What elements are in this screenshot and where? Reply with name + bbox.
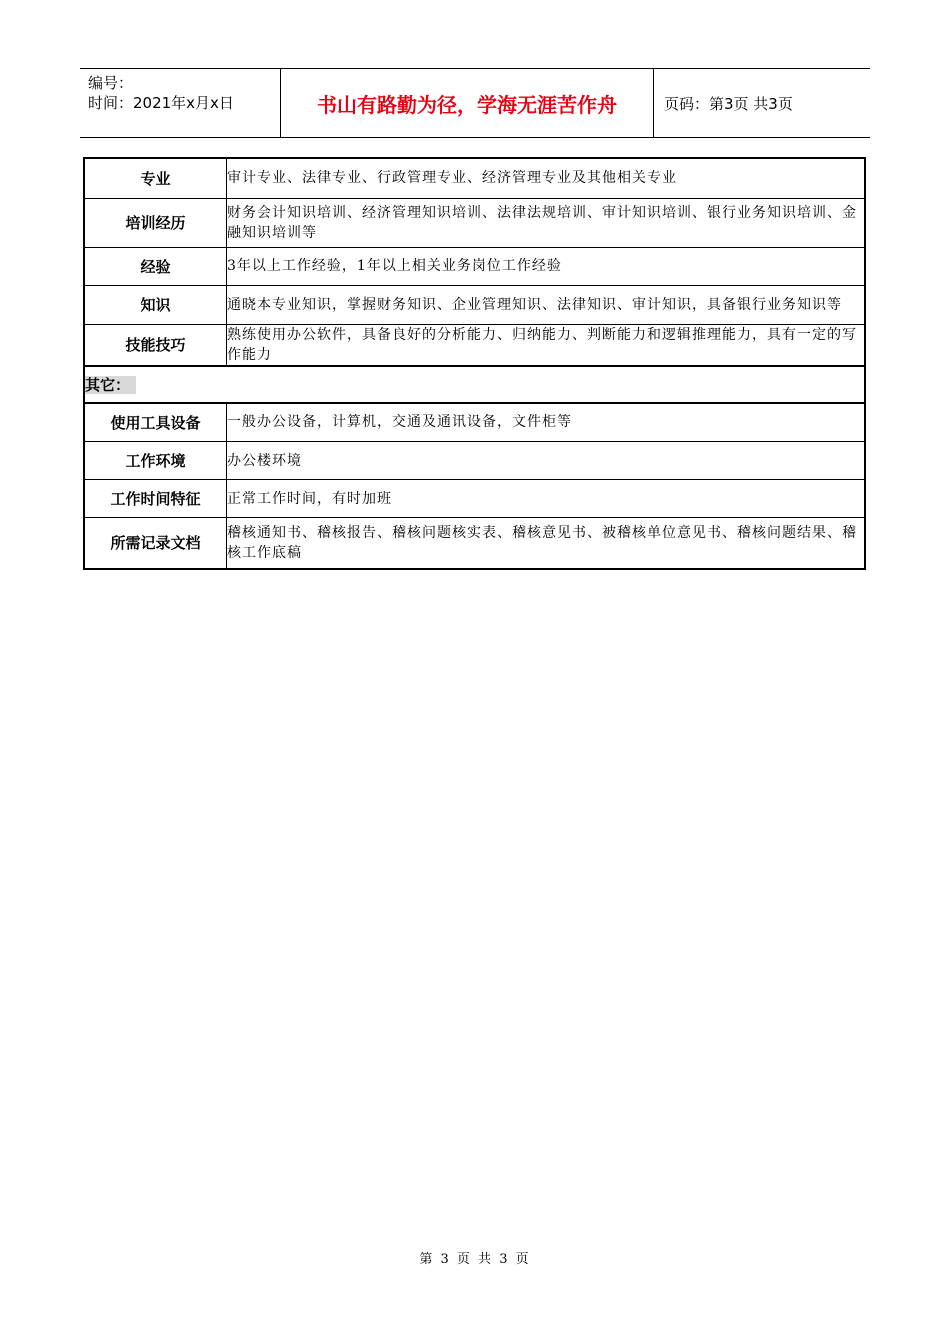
row-label: 使用工具设备 <box>84 403 227 442</box>
row-label: 专业 <box>84 158 227 198</box>
header-meta <box>80 69 281 137</box>
row-label: 知识 <box>84 285 227 324</box>
row-value: 财务会计知识培训、经济管理知识培训、法律法规培训、审计知识培训、银行业务知识培训、金融知识培训等 <box>227 198 866 247</box>
other-row <box>84 366 865 403</box>
row-label: 经验 <box>84 247 227 285</box>
row-label: 培训经历 <box>84 198 227 247</box>
table-row <box>84 198 865 247</box>
header-motto: 书山有路勤为径，学海无涯苦作舟 <box>281 69 654 137</box>
row-value: 稽核通知书、稽核报告、稽核问题核实表、稽核意见书、被稽核单位意见书、稽核问题结果、稽核工作底稿 <box>227 518 866 569</box>
code-label: 编号： <box>88 74 134 92</box>
other-label: 其它： <box>85 376 136 394</box>
table-row <box>84 158 865 198</box>
table-row <box>84 442 865 480</box>
page-header <box>80 68 870 138</box>
date-label: 时间：2021年x月x日 <box>88 94 234 112</box>
row-value: 熟练使用办公软件，具备良好的分析能力、归纳能力、判断能力和逻辑推理能力，具有一定的写作能力 <box>227 324 866 366</box>
table-row <box>84 480 865 518</box>
row-label: 所需记录文档 <box>84 518 227 569</box>
row-label: 工作环境 <box>84 442 227 480</box>
page-footer: 第 3 页 共 3 页 <box>419 1252 531 1267</box>
row-value: 办公楼环境 <box>227 442 866 480</box>
row-label: 技能技巧 <box>84 324 227 366</box>
header-page-number: 页码：第3页 共3页 <box>664 94 793 113</box>
row-value: 3年以上工作经验，1年以上相关业务岗位工作经验 <box>227 247 866 285</box>
row-value: 通晓本专业知识，掌握财务知识、企业管理知识、法律知识、审计知识，具备银行业务知识等 <box>227 285 866 324</box>
table-row <box>84 403 865 442</box>
row-value: 正常工作时间，有时加班 <box>227 480 866 518</box>
other-section <box>84 366 865 403</box>
table-row <box>84 324 865 366</box>
row-value: 审计专业、法律专业、行政管理专业、经济管理专业及其他相关专业 <box>227 158 866 198</box>
job-requirements-table <box>83 157 866 570</box>
row-label: 工作时间特征 <box>84 480 227 518</box>
row-value: 一般办公设备，计算机，交通及通讯设备，文件柜等 <box>227 403 866 442</box>
table-row <box>84 247 865 285</box>
table-row <box>84 285 865 324</box>
table-row <box>84 518 865 569</box>
